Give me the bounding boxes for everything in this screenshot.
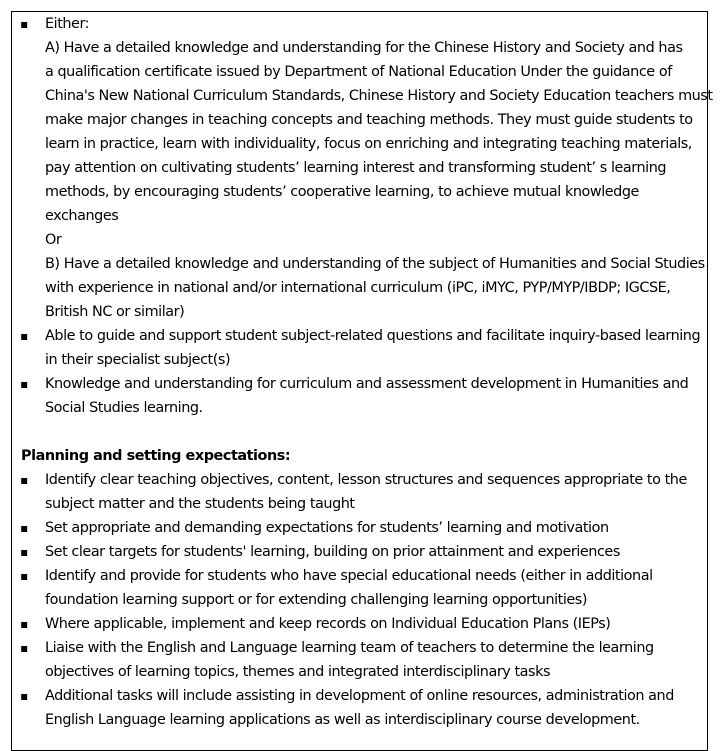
list-item-line: learn in practice, learn with individuality, focus on enriching and integrating teaching materials, [45, 136, 692, 152]
bullet-icon: ▪ [20, 329, 28, 343]
list-item [0, 372, 720, 420]
list-item [0, 612, 720, 636]
list-item [0, 540, 720, 564]
list-item [0, 564, 720, 612]
list-item-line: in their specialist subject(s) [45, 352, 231, 368]
list-item-line: Set clear targets for students' learning, building on prior attainment and experiences [45, 544, 620, 560]
list-item [0, 324, 720, 372]
list-item-line: Knowledge and understanding for curriculum and assessment development in Humanities and [45, 376, 689, 392]
bullet-icon: ▪ [20, 473, 28, 487]
bullet-icon: ▪ [20, 377, 28, 391]
list-item-line: Identify and provide for students who have special educational needs (either in additional [45, 568, 653, 584]
list-item [0, 12, 720, 324]
list-item-line: pay attention on cultivating students’ learning interest and transforming student’ s learning [45, 160, 667, 176]
list-item-line: Additional tasks will include assisting in development of online resources, administration and [45, 688, 674, 704]
bullet-icon: ▪ [20, 17, 28, 31]
bullet-icon: ▪ [20, 617, 28, 631]
list-item-line: foundation learning support or for extending challenging learning opportunities) [45, 592, 588, 608]
planning-list [0, 468, 720, 732]
list-item-line: with experience in national and/or international curriculum (iPC, iMYC, PYP/MYP/IBDP; IGCSE, [45, 280, 671, 296]
list-item-line: Or [45, 232, 62, 248]
list-item-line: China's New National Curriculum Standards, Chinese History and Society Education teachers must [45, 88, 713, 104]
list-item-line: Social Studies learning. [45, 400, 203, 416]
list-item [0, 636, 720, 684]
bullet-icon: ▪ [20, 521, 28, 535]
list-item [0, 516, 720, 540]
list-item-line: a qualification certificate issued by Department of National Education Under the guidance of [45, 64, 672, 80]
list-item-line: Set appropriate and demanding expectations for students’ learning and motivation [45, 520, 609, 536]
list-item-line: Where applicable, implement and keep records on Individual Education Plans (IEPs) [45, 616, 611, 632]
list-item-line: subject matter and the students being taught [45, 496, 355, 512]
list-item-line: Able to guide and support student subject-related questions and facilitate inquiry-based learning [45, 328, 701, 344]
bullet-icon: ▪ [20, 641, 28, 655]
list-item-line: objectives of learning topics, themes and integrated interdisciplinary tasks [45, 664, 551, 680]
list-item-line: Either: [45, 16, 90, 32]
list-item-line: Liaise with the English and Language learning team of teachers to determine the learning [45, 640, 654, 656]
list-item-line: make major changes in teaching concepts and teaching methods. They must guide students to [45, 112, 693, 128]
requirements-list [0, 12, 720, 420]
list-item-line: exchanges [45, 208, 119, 224]
list-item-line: B) Have a detailed knowledge and understanding of the subject of Humanities and Social Studies [45, 256, 705, 272]
list-item-line: British NC or similar) [45, 304, 185, 320]
bullet-icon: ▪ [20, 689, 28, 703]
list-item [0, 468, 720, 516]
list-item-line: A) Have a detailed knowledge and understanding for the Chinese History and Society and has [45, 40, 683, 56]
planning-heading: Planning and setting expectations: [21, 448, 291, 464]
bullet-icon: ▪ [20, 569, 28, 583]
list-item-line: methods, by encouraging students’ cooperative learning, to achieve mutual knowledge [45, 184, 639, 200]
bullet-icon: ▪ [20, 545, 28, 559]
list-item-line: English Language learning applications as well as interdisciplinary course development. [45, 712, 640, 728]
list-item-line: Identify clear teaching objectives, content, lesson structures and sequences appropriate to the [45, 472, 687, 488]
list-item [0, 684, 720, 732]
